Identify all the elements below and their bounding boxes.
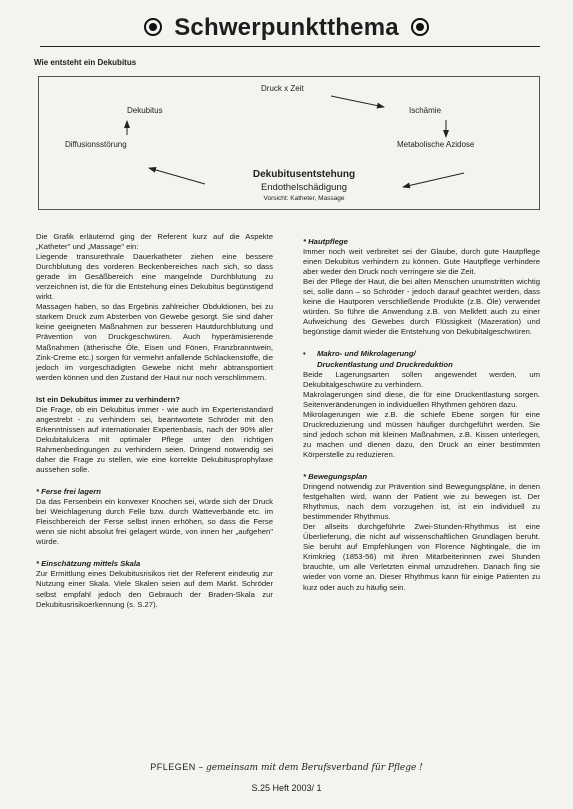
right-heading-bewegungsplan: * Bewegungsplan [303,471,368,481]
bullet-icon: • [303,349,306,359]
footer-slogan [0,762,573,773]
diagram-left-upper: Dekubitus [127,106,163,115]
right-paragraph-lagerungsarten: Beide Lagerungsarten sollen angewendet werden, um Dekubitalgeschwüre zu verhindern. [303,369,540,389]
arrow-to-left [149,168,205,184]
header-title: Schwerpunktthema [174,14,399,41]
right-paragraph-bewegung: Dringend notwendig zur Prävention sind Bewegungspläne, in denen festgehalten wird, wann der Patient wie zu bewegen ist. Der Rhythmus, nach dem vorzugehen ist, ist ein individuell zu bestimmender Rhythmus. [303,482,540,522]
diagram-center-note: Vorsicht: Katheter, Massage [263,195,345,202]
right-paragraph-mikro: Mikrolagerungen wie z.B. die schiefe Ebene sorgen für eine Druckreduzierung und müssen häufiger durchgeführt werden. Sie sind jedoch schon mit kleinen Maßnahmen, z.B. Kissen unterlegen, zu machen und dienen dazu, den Druck an einer bestimmten Körperstelle zu reduzieren. [303,409,540,459]
left-column [36,232,273,610]
diagram-left-lower: Diffusionsstörung [65,140,127,149]
page-header [0,14,573,42]
left-heading-ferse: * Ferse frei lagern [36,487,101,497]
right-paragraph-makro: Makrolagerungen sind diese, die für eine Druckentlastung sorgen. Seitenveränderungen in individuellen Rhythmen gehören dazu. [303,389,540,409]
left-paragraph-katheter: Liegende transurethrale Dauerkatheter ziehen eine bessere Durchblutung des vorderen Beckenbereiches nach sich, so dass gerade im Gesäßbereich eine mangelnde Durchblutung zu verzeichnen ist, die für die Entstehung eines Dekubitus begünstigend wirkt. [36,252,273,302]
footer-slogan-text: – gemeinsam mit dem Berufsverband für Pflege ! [198,763,423,773]
right-column [303,237,540,593]
section-heading: Wie entsteht ein Dekubitus [34,58,137,67]
diagram-right-lower: Metabolische Azidose [397,140,475,149]
left-heading-skala: * Einschätzung mittels Skala [36,559,141,569]
right-paragraph-rhythmus: Der allseits durchgeführte Zwei-Stunden-Rhythmus ist eine Überlieferung, die nicht auf wissenschaftlichen Grundlagen beruht. Sie beruht auf Empfehlungen von Florence Nightingale, die im Krimkrieg (1853-56) mit ihren Mitarbeiterinnen zwei Stunden brauchte, um alle Verletzten einmal umzudrehen. Danach fing sie wieder von vorne an. Dieser Rhythmus kann für einige Patienten zu kurz oder auch zu häufig sein. [303,522,540,592]
right-paragraph-hautpflege: Immer noch weit verbreitet sei der Glaube, durch gute Hautpflege einen Dekubitus verhindern zu können. Gute Hautpflege verhindere aber weder den Druck noch verringere sie die Zeit. [303,247,540,277]
left-paragraph-ferse: Da das Fersenbein ein konvexer Knochen sei, würde sich der Druck bei Weichlagerung durch Felle bzw. durch Watteverbände etc. im Fleischbereich der Ferse selbst innen erhöhen, so dass die Ferse wenn sie nicht absolut frei gelagert würde, von innen her „aufgehen" würde. [36,497,273,547]
footer-brand: PFLEGEN [150,762,196,772]
left-intro: Die Grafik erläuternd ging der Referent kurz auf die Aspekte „Katheter" und „Massage" ein: [36,232,273,252]
arrow-to-ischaemie [331,96,384,107]
footer-page-number: S.25 Heft 2003/ 1 [251,783,322,793]
left-paragraph-massage: Massagen haben, so das Ergebnis zahlreicher Obduktionen, bei zu starkem Druck zum Absterben von Gewebe gesorgt. Sie sind daher keine geeigneten Maßnahmen zur besseren Hautdurchblutung und Prävention von Druckgeschwüren. Auch hyperämisierende Maßnahmen (ätherische Öle, Eisen und Fönen, Franzbranntwein, Zink-Creme etc.) sorgen für vermehrt anfallende Schlackenstoffe, die jedoch im vorgeschädigten Gewebe nicht mehr abtransportiert werden können und den Zustand der Haut nur noch verschlimmern. [36,302,273,382]
diagram-center-title: Dekubitusentstehung [252,169,356,180]
diagram-center-subtitle: Endothelschädigung [260,182,348,193]
diagram-right-upper: Ischämie [409,106,442,115]
header-divider [40,46,540,47]
right-bullet-lagerung [303,349,540,369]
arrow-to-center [403,173,464,187]
target-icon [144,18,162,36]
diagram-top-label: Druck x Zeit [261,84,304,93]
target-icon [411,18,429,36]
dekubitus-diagram [38,76,540,210]
left-paragraph-skala: Zur Ermittlung eines Dekubitusrisikos riet der Referent eindeutig zur Nutzung einer Skala. Viele Skalen seien auf dem Markt. Schröder selbst empfahl jedoch den Gebrauch der Braden-Skala zur Dekubitusrisikoerkennung (s. S.27). [36,569,273,609]
right-paragraph-pflege: Bei der Pflege der Haut, die bei alten Menschen unumstritten wichtig sei, solle dann – so Schröder - jedoch darauf geachtet werden, dass keine die Hautporen verschließende Produkte (z.B. Öle) verwendet würden. So führe die Anwendung z.B. von Melkfett auch zu einer Aufweichung des Gewebes durch Flüssigkeit (Mazeration) und begünstige damit wieder die Entstehung von Dekubitalgeschwüren. [303,277,540,337]
right-heading-lagerung: Makro- und Mikrolagerung/ [317,349,416,359]
left-paragraph-verhindern: Die Frage, ob ein Dekubitus immer - wie auch im Expertenstandard angestrebt - zu verhindern sei, beantwortete Schröder mit den Erkenntnissen auf internationaler Expertenbasis, nach der 90% aller Dekubitalulcera mit optimaler Pflege unter den richtigen Rahmenbedingungen zu verhindern seien. Dringend notwendig sei daher die Frage zu stellen, wie eine korrekte Dekubitusprophylaxe aussehen solle. [36,404,273,475]
right-heading-druck: Druckentlastung und Druckreduktion [317,359,453,369]
left-heading-verhindern: Ist ein Dekubitus immer zu verhindern? [36,394,180,404]
right-heading-hautpflege: * Hautpflege [303,237,348,246]
